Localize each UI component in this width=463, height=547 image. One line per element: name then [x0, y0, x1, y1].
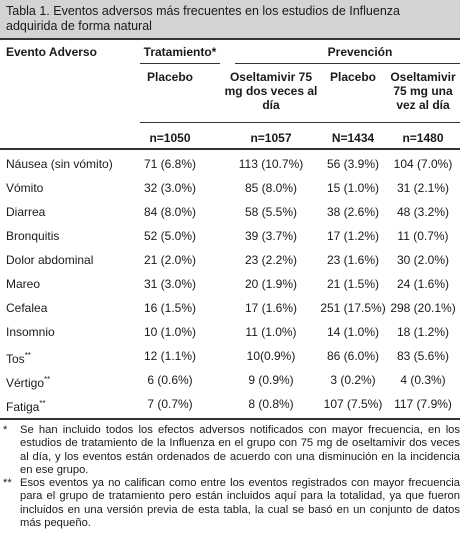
table-cell: 85 (8.0%)	[244, 181, 298, 195]
event-name: Tos	[6, 352, 25, 366]
footnotes	[0, 424, 460, 530]
table-cell: 31 (2.1%)	[396, 181, 450, 195]
footnote-text: Se han incluido todos los efectos adversos notificados con mayor frecuencia, en los estudios de tratamiento de la Influenza en el grupo con 75 mg de oseltamivir dos veces al día, y los eventos están ordenados de acuerdo con una disminución en la incidencia en ese grupo.	[20, 424, 460, 476]
table-cell: 6 (0.6%)	[147, 373, 193, 387]
table-cell: 23 (1.6%)	[326, 253, 380, 267]
table-cell: 32 (3.0%)	[143, 181, 197, 195]
row-label	[6, 277, 40, 291]
row-label	[6, 301, 47, 315]
table-cell: 107 (7.5%)	[323, 397, 383, 411]
footnote-ref: **	[44, 375, 51, 384]
row-label	[6, 253, 93, 267]
footnote-mark: **	[3, 477, 12, 490]
event-name: Mareo	[6, 277, 41, 291]
column-n-placebo-treatment: n=1050	[149, 131, 191, 145]
table-cell: 18 (1.2%)	[396, 325, 450, 339]
event-name: Insomnio	[6, 325, 55, 339]
row-label	[6, 229, 59, 243]
divider	[140, 63, 220, 64]
table-cell: 58 (5.5%)	[244, 205, 298, 219]
table-cell: 23 (2.2%)	[244, 253, 298, 267]
table-cell: 24 (1.6%)	[396, 277, 450, 291]
divider	[0, 148, 460, 150]
event-name: Fatiga	[6, 400, 40, 414]
table-cell: 113 (10.7%)	[238, 157, 304, 171]
table-cell: 3 (0.2%)	[330, 373, 376, 387]
header-treatment: Tratamiento*	[143, 45, 217, 59]
column-header-oseltamivir-prevention: Oseltamivir 75 mg una vez al día	[390, 70, 456, 112]
table-cell: 4 (0.3%)	[400, 373, 446, 387]
table-cell: 21 (2.0%)	[143, 253, 197, 267]
table-cell: 251 (17.5%)	[320, 301, 386, 315]
table-cell: 56 (3.9%)	[326, 157, 380, 171]
header-adverse-event: Evento Adverso	[6, 45, 97, 59]
table-cell: 52 (5.0%)	[143, 229, 197, 243]
event-name: Dolor abdominal	[6, 253, 94, 267]
event-name: Bronquitis	[6, 229, 60, 243]
table-cell: 11 (0.7%)	[397, 229, 449, 243]
divider	[0, 418, 460, 420]
divider	[0, 38, 460, 40]
column-header-placebo-treatment: Placebo	[146, 70, 194, 84]
row-label	[6, 157, 113, 171]
table-cell: 21 (1.5%)	[326, 277, 380, 291]
table-cell: 117 (7.9%)	[394, 397, 452, 411]
table-cell: 7 (0.7%)	[147, 397, 193, 411]
table-cell: 16 (1.5%)	[143, 301, 197, 315]
table-cell: 15 (1.0%)	[326, 181, 380, 195]
table-cell: 9 (0.9%)	[248, 373, 294, 387]
table-cell: 17 (1.6%)	[244, 301, 298, 315]
table-cell: 71 (6.8%)	[143, 157, 197, 171]
event-name: Diarrea	[6, 205, 46, 219]
table-cell: 39 (3.7%)	[244, 229, 298, 243]
column-n-oseltamivir-prevention: n=1480	[402, 131, 444, 145]
row-label	[6, 373, 50, 390]
footnote-text: Esos eventos ya no califican como entre los eventos registrados con mayor frecuencia para el grupo de tratamiento pero están incluidos aquí para la totalidad, ya que fueron incluidos en una versión previa de esta tabla, la cual se basó en un conjunto de datos más pequeño.	[20, 477, 460, 530]
table-cell: 20 (1.9%)	[244, 277, 298, 291]
table-cell: 84 (8.0%)	[143, 205, 197, 219]
row-label	[6, 349, 31, 366]
footnote	[0, 477, 460, 530]
table-cell: 38 (2.6%)	[326, 205, 380, 219]
table-cell: 8 (0.8%)	[248, 397, 294, 411]
table-cell: 48 (3.2%)	[396, 205, 450, 219]
table-cell: 31 (3.0%)	[143, 277, 197, 291]
footnote	[0, 424, 460, 477]
footnote-ref: **	[24, 351, 31, 360]
table-cell: 86 (6.0%)	[326, 349, 380, 363]
column-n-placebo-prevention: N=1434	[331, 131, 375, 145]
row-label	[6, 181, 43, 195]
table-cell: 12 (1.1%)	[143, 349, 197, 363]
column-header-placebo-prevention: Placebo	[329, 70, 377, 84]
table-cell: 104 (7.0%)	[393, 157, 453, 171]
divider	[140, 122, 460, 123]
row-label	[6, 397, 46, 414]
event-name: Náusea (sin vómito)	[6, 157, 113, 171]
header-prevention: Prevención	[327, 45, 393, 59]
divider	[235, 63, 460, 64]
table-cell: 17 (1.2%)	[326, 229, 380, 243]
footnote-ref: **	[39, 399, 46, 408]
column-header-oseltamivir-treatment: Oseltamivir 75 mg dos veces al día	[224, 70, 318, 112]
footnote-mark: *	[3, 424, 8, 436]
row-label	[6, 325, 55, 339]
event-name: Cefalea	[6, 301, 48, 315]
table-title: Tabla 1. Eventos adversos más frecuentes en los estudios de Influenza adquirida de forma natural	[0, 0, 460, 38]
table-cell: 30 (2.0%)	[396, 253, 450, 267]
table-cell: 83 (5.6%)	[396, 349, 450, 363]
table-cell: 11 (1.0%)	[245, 325, 297, 339]
table-cell: 14 (1.0%)	[326, 325, 380, 339]
table-cell: 10 (1.0%)	[143, 325, 197, 339]
table-cell: 298 (20.1%)	[390, 301, 456, 315]
table-cell: 10(0.9%)	[246, 349, 296, 363]
column-n-oseltamivir-treatment: n=1057	[250, 131, 292, 145]
row-label	[6, 205, 45, 219]
event-name: Vértigo	[6, 376, 45, 390]
event-name: Vómito	[6, 181, 44, 195]
